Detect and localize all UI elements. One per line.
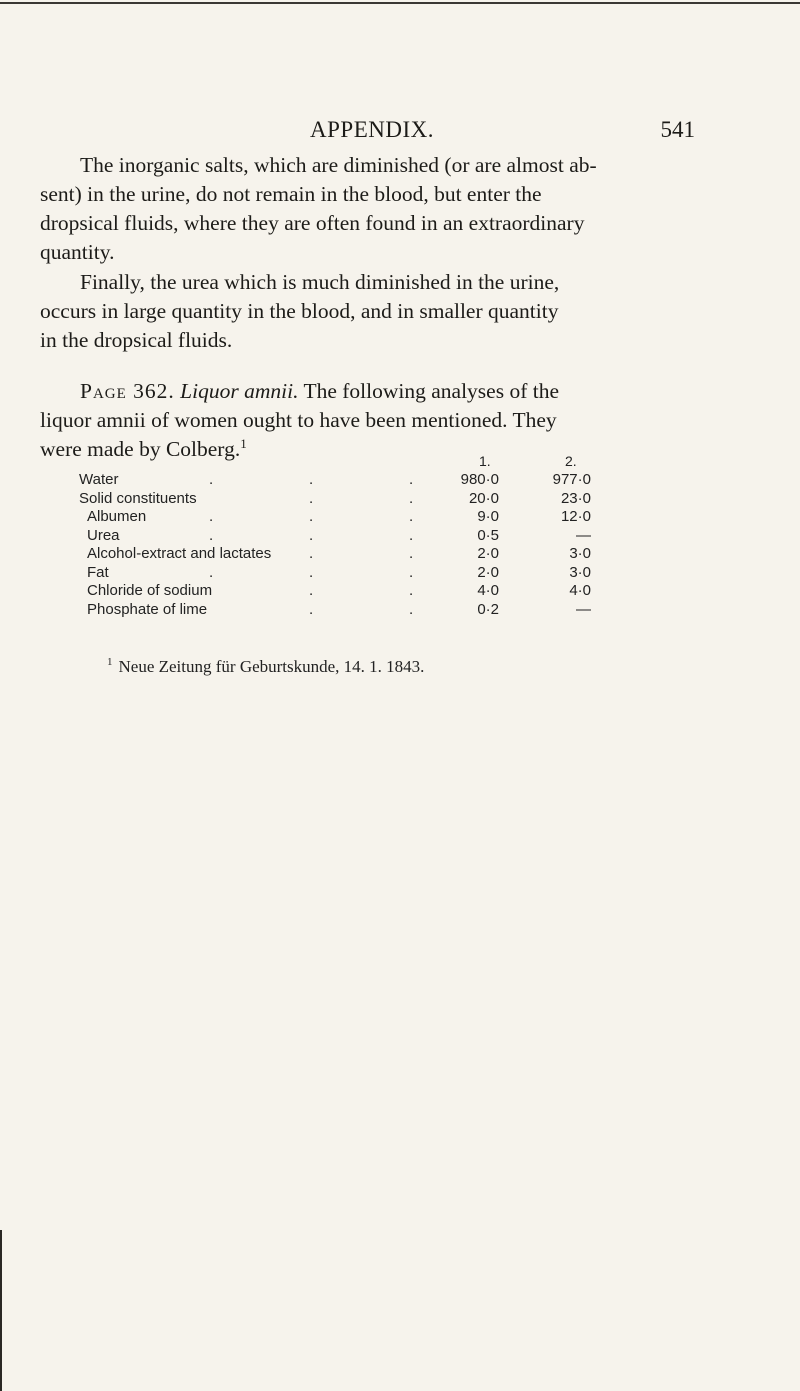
leader-dot: . xyxy=(309,563,314,581)
value-col-2: 23·0 xyxy=(560,489,591,507)
text-line: sent) in the urine, do not remain in the blood, but enter the xyxy=(40,182,542,206)
leader-dot: . xyxy=(409,582,414,599)
leader-dot: . xyxy=(209,508,214,525)
column-header-2: 2. xyxy=(565,453,577,469)
row-label: Fat xyxy=(87,563,109,581)
row-label: Solid constituents xyxy=(79,489,197,507)
value-col-1: 9·0 xyxy=(477,508,499,525)
leader-dot: . xyxy=(309,600,314,618)
table-row xyxy=(79,545,639,564)
leader-dot: . xyxy=(409,545,414,562)
text-line: The inorganic salts, which are diminished (or are almost ab- xyxy=(80,153,597,177)
text-fragment: The following analyses of the xyxy=(303,379,559,403)
value-col-1: 2·0 xyxy=(477,545,499,562)
value-col-2: 12·0 xyxy=(560,508,591,525)
leader-dot: . xyxy=(409,489,414,507)
page-number: 541 xyxy=(660,117,695,142)
text-line: quantity. xyxy=(40,240,115,264)
value-col-2: 977·0 xyxy=(552,471,591,488)
table-row xyxy=(79,490,639,509)
text-fragment: were made by Colberg. xyxy=(40,437,241,461)
value-col-2: — xyxy=(576,526,591,544)
value-col-2: 4·0 xyxy=(569,582,591,599)
text-line xyxy=(40,377,700,406)
analysis-table xyxy=(79,453,639,619)
value-col-1: 0·2 xyxy=(477,600,499,618)
value-col-2: 3·0 xyxy=(569,545,591,562)
row-label: Urea xyxy=(87,526,120,544)
leader-dot: . xyxy=(409,471,414,488)
leader-dot: . xyxy=(409,563,414,581)
column-header-1: 1. xyxy=(479,453,491,469)
leader-dot: . xyxy=(309,489,314,507)
row-label: Water xyxy=(79,471,119,488)
leader-dot: . xyxy=(309,526,314,544)
text-line: dropsical fluids, where they are often found in an extraordinary xyxy=(40,211,585,235)
top-edge-rule xyxy=(0,2,800,4)
footnote-reference: 1 xyxy=(240,435,247,451)
value-col-1: 2·0 xyxy=(477,563,499,581)
running-title: APPENDIX. xyxy=(310,117,434,142)
leader-dot: . xyxy=(309,545,314,562)
table-row xyxy=(79,582,639,601)
footnote-marker: 1 xyxy=(107,656,113,669)
table-row xyxy=(79,508,639,527)
leader-dot: . xyxy=(309,582,314,599)
paragraph-liquor-amnii xyxy=(40,377,700,464)
footnote-text: Neue Zeitung für Geburtskunde, 14. 1. 1843. xyxy=(118,657,425,676)
paragraph-urea xyxy=(40,268,700,355)
table-row xyxy=(79,527,639,546)
value-col-1: 20·0 xyxy=(468,489,499,507)
footnote xyxy=(107,657,424,677)
paragraph-inorganic-salts xyxy=(40,151,700,267)
page-reference: Page 362. xyxy=(80,379,175,403)
running-head xyxy=(40,117,695,147)
margin-mark xyxy=(0,1230,2,1391)
leader-dot: . xyxy=(409,508,414,525)
leader-dot: . xyxy=(209,526,214,544)
value-col-2: 3·0 xyxy=(569,563,591,581)
table-row xyxy=(79,601,639,620)
leader-dot: . xyxy=(309,508,314,525)
leader-dot: . xyxy=(209,471,214,488)
text-line: liquor amnii of women ought to have been mentioned. They xyxy=(40,408,557,432)
leader-dot: . xyxy=(409,526,414,544)
leader-dot: . xyxy=(409,600,414,618)
table-body xyxy=(79,471,639,619)
value-col-1: 980·0 xyxy=(460,471,499,488)
table-row xyxy=(79,564,639,583)
row-label: Chloride of sodium xyxy=(87,582,213,599)
text-line: Finally, the urea which is much diminished in the urine, xyxy=(80,270,560,294)
text-line: in the dropsical fluids. xyxy=(40,328,233,352)
row-label: Phosphate of lime xyxy=(87,600,208,618)
value-col-1: 4·0 xyxy=(477,582,499,599)
value-col-2: — xyxy=(576,600,591,618)
table-row xyxy=(79,471,639,490)
table-header xyxy=(79,453,639,471)
leader-dot: . xyxy=(209,563,214,581)
leader-dot: . xyxy=(309,471,314,488)
row-label: Albumen xyxy=(87,508,147,525)
row-label: Alcohol-extract and lactates xyxy=(87,545,272,562)
value-col-1: 0·5 xyxy=(477,526,499,544)
text-line: occurs in large quantity in the blood, and in smaller quantity xyxy=(40,299,559,323)
section-title: Liquor amnii. xyxy=(180,379,299,403)
